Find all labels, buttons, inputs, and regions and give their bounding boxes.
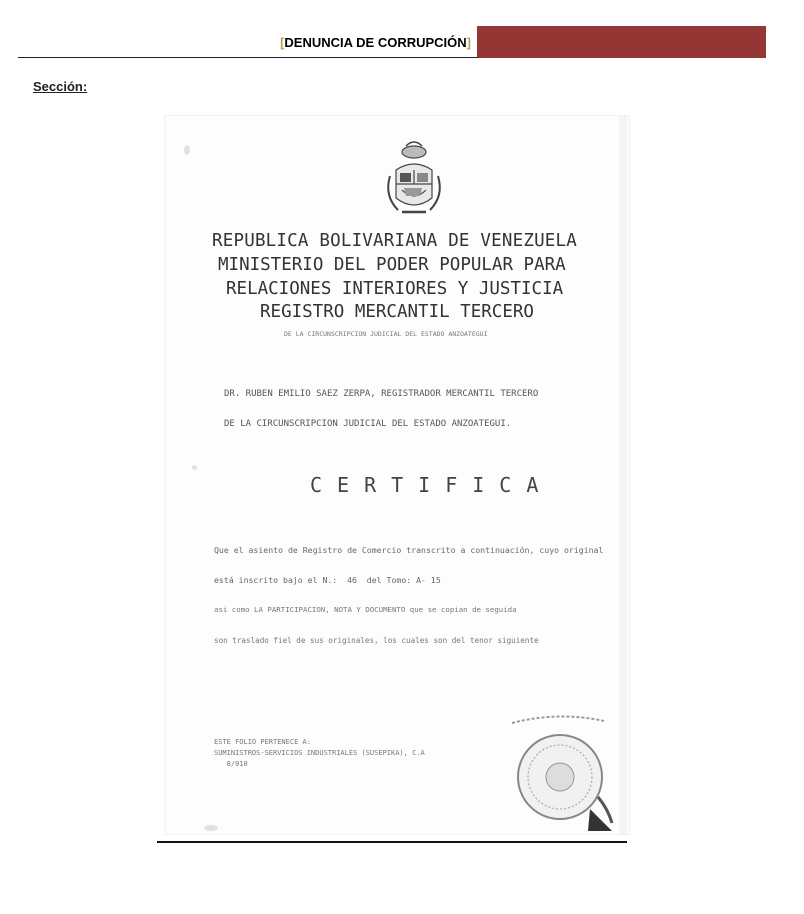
body-line: así como LA PARTICIPACION, NOTA Y DOCUMENTO que se copian de seguida xyxy=(214,605,517,614)
registrar-line: DR. RUBEN EMILIO SAEZ ZERPA, REGISTRADOR MERCANTIL TERCERO xyxy=(224,389,539,399)
header-title-text: DENUNCIA DE CORRUPCIÓN xyxy=(284,35,467,50)
bottom-rule xyxy=(157,841,627,843)
heading-line: MINISTERIO DEL PODER POPULAR PARA xyxy=(218,255,566,275)
heading-line: REGISTRO MERCANTIL TERCERO xyxy=(260,302,534,322)
jurisdiction-line: DE LA CIRCUNSCRIPCION JUDICIAL DEL ESTADO ANZOATEGUI xyxy=(284,330,488,338)
footer-line: 8/010 xyxy=(214,760,248,768)
coat-of-arms-icon xyxy=(382,140,446,222)
section-label: Sección: xyxy=(33,79,88,94)
certifica-title: CERTIFICA xyxy=(310,473,554,497)
body-line: está inscrito bajo el N.: 46 del Tomo: A- 15 xyxy=(214,575,441,585)
header-title xyxy=(220,35,477,50)
footer-line: SUMINISTROS-SERVICIOS INDUSTRIALES (SUSEPIKA), C.A xyxy=(214,749,425,757)
scan-speck xyxy=(192,465,197,470)
header-band xyxy=(477,26,766,58)
registrar-line: DE LA CIRCUNSCRIPCION JUDICIAL DEL ESTADO ANZOATEGUI. xyxy=(224,419,512,429)
body-line: Que el asiento de Registro de Comercio transcrito a continuación, cuyo original xyxy=(214,545,604,555)
official-seal-icon xyxy=(504,713,614,831)
header-bracket-close: ] xyxy=(466,35,471,50)
header-rule xyxy=(18,57,478,58)
scan-speck xyxy=(204,825,218,831)
heading-line: RELACIONES INTERIORES Y JUSTICIA xyxy=(226,279,564,299)
scanned-certificate xyxy=(164,115,630,835)
body-line: son traslado fiel de sus originales, los cuales son del tenor siguiente xyxy=(214,636,539,645)
scan-edge-shadow xyxy=(619,115,627,835)
scan-speck xyxy=(184,145,190,155)
heading-line: REPUBLICA BOLIVARIANA DE VENEZUELA xyxy=(212,231,578,251)
header-bracket-open: [ xyxy=(280,35,285,50)
footer-line: ESTE FOLIO PERTENECE A: xyxy=(214,738,311,746)
